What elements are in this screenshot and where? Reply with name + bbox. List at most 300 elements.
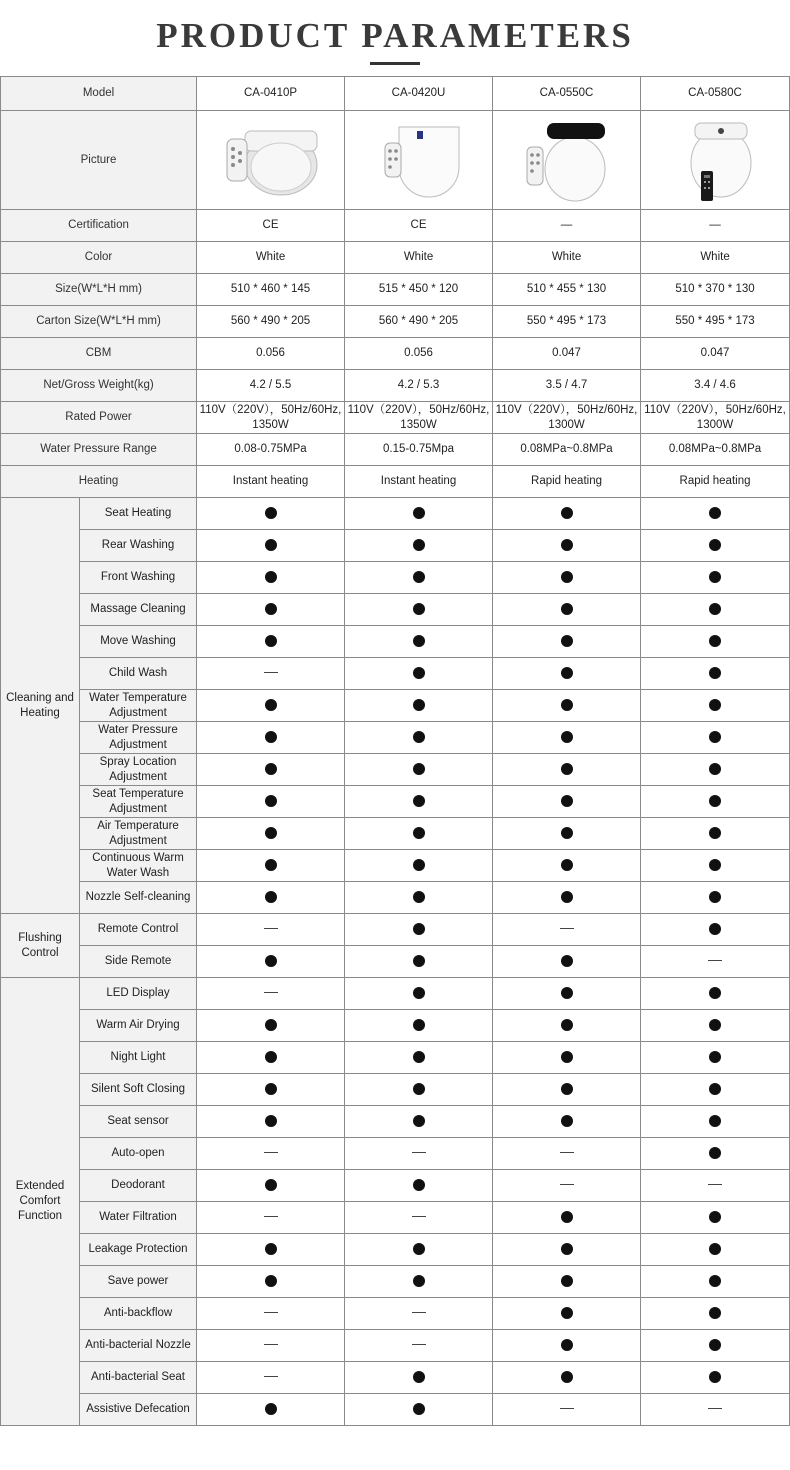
feature-row (1, 1170, 790, 1202)
supported-dot-icon (561, 795, 573, 807)
supported-dot-icon (265, 1243, 277, 1255)
toilet-seat-image (221, 117, 321, 203)
feature-label: Massage Cleaning (80, 594, 197, 626)
feature-cell (493, 1394, 641, 1426)
feature-cell (345, 498, 493, 530)
supported-dot-icon (561, 603, 573, 615)
model-name: CA-0580C (641, 77, 790, 111)
model-name: CA-0410P (197, 77, 345, 111)
toilet-seat-image (517, 117, 617, 203)
supported-dot-icon (561, 1339, 573, 1351)
feature-cell (641, 626, 790, 658)
feature-cell (197, 722, 345, 754)
picture-row (1, 111, 790, 210)
feature-label: Anti-bacterial Seat (80, 1362, 197, 1394)
supported-dot-icon (265, 507, 277, 519)
feature-cell (493, 1138, 641, 1170)
supported-dot-icon (561, 1019, 573, 1031)
product-image-cell (493, 111, 641, 210)
feature-row (1, 530, 790, 562)
supported-dot-icon (413, 1275, 425, 1287)
feature-cell (345, 530, 493, 562)
not-supported-dash-icon (264, 1376, 278, 1377)
model-row (1, 77, 790, 111)
feature-cell (493, 818, 641, 850)
spec-row (1, 306, 790, 338)
feature-label: Front Washing (80, 562, 197, 594)
supported-dot-icon (265, 763, 277, 775)
spec-value: Instant heating (197, 466, 345, 498)
supported-dot-icon (561, 1211, 573, 1223)
page-header (0, 0, 790, 76)
supported-dot-icon (413, 507, 425, 519)
feature-cell (641, 1138, 790, 1170)
feature-cell (641, 658, 790, 690)
supported-dot-icon (561, 571, 573, 583)
feature-row (1, 754, 790, 786)
feature-label: Child Wash (80, 658, 197, 690)
feature-cell (345, 946, 493, 978)
feature-cell (641, 914, 790, 946)
feature-cell (641, 882, 790, 914)
supported-dot-icon (709, 1307, 721, 1319)
supported-dot-icon (413, 955, 425, 967)
feature-row (1, 1330, 790, 1362)
spec-value: 4.2 / 5.5 (197, 370, 345, 402)
supported-dot-icon (413, 987, 425, 999)
supported-dot-icon (709, 731, 721, 743)
feature-row (1, 1010, 790, 1042)
supported-dot-icon (265, 1083, 277, 1095)
spec-value: 515 * 450 * 120 (345, 274, 493, 306)
spec-value: 110V（220V），50Hz/60Hz, 1300W (493, 402, 641, 434)
supported-dot-icon (561, 763, 573, 775)
supported-dot-icon (709, 795, 721, 807)
not-supported-dash-icon (264, 1344, 278, 1345)
supported-dot-icon (265, 699, 277, 711)
supported-dot-icon (561, 1115, 573, 1127)
feature-label: LED Display (80, 978, 197, 1010)
not-supported-dash-icon (412, 1152, 426, 1153)
picture-label: Picture (1, 111, 197, 210)
not-supported-dash-icon (412, 1312, 426, 1313)
supported-dot-icon (561, 1307, 573, 1319)
feature-cell (197, 914, 345, 946)
feature-row (1, 1202, 790, 1234)
feature-cell (641, 786, 790, 818)
feature-cell (493, 626, 641, 658)
supported-dot-icon (561, 1275, 573, 1287)
toilet-seat-image (369, 117, 469, 203)
spec-value: 0.047 (493, 338, 641, 370)
feature-row (1, 1138, 790, 1170)
feature-label: Warm Air Drying (80, 1010, 197, 1042)
supported-dot-icon (265, 635, 277, 647)
feature-group-label: Cleaning and Heating (1, 498, 80, 914)
feature-cell (493, 1074, 641, 1106)
supported-dot-icon (265, 1179, 277, 1191)
feature-cell (641, 850, 790, 882)
spec-value: 510 * 455 * 130 (493, 274, 641, 306)
supported-dot-icon (265, 603, 277, 615)
feature-cell (345, 1234, 493, 1266)
feature-cell (197, 1394, 345, 1426)
feature-cell (197, 594, 345, 626)
feature-cell (493, 786, 641, 818)
feature-cell (641, 1042, 790, 1074)
spec-row (1, 338, 790, 370)
feature-cell (493, 1298, 641, 1330)
not-supported-dash-icon (560, 928, 574, 929)
supported-dot-icon (709, 763, 721, 775)
feature-cell (493, 1170, 641, 1202)
feature-cell (345, 1362, 493, 1394)
supported-dot-icon (561, 891, 573, 903)
feature-label: Seat Temperature Adjustment (80, 786, 197, 818)
supported-dot-icon (709, 1083, 721, 1095)
feature-cell (641, 562, 790, 594)
spec-label: Heating (1, 466, 197, 498)
supported-dot-icon (413, 763, 425, 775)
feature-label: Leakage Protection (80, 1234, 197, 1266)
feature-cell (197, 1266, 345, 1298)
feature-row (1, 1234, 790, 1266)
spec-row (1, 210, 790, 242)
feature-cell (641, 530, 790, 562)
supported-dot-icon (709, 1115, 721, 1127)
feature-cell (345, 1202, 493, 1234)
supported-dot-icon (709, 635, 721, 647)
supported-dot-icon (561, 699, 573, 711)
feature-cell (493, 658, 641, 690)
supported-dot-icon (413, 699, 425, 711)
supported-dot-icon (413, 859, 425, 871)
feature-label: Anti-backflow (80, 1298, 197, 1330)
feature-cell (493, 1234, 641, 1266)
supported-dot-icon (561, 1083, 573, 1095)
feature-row (1, 850, 790, 882)
feature-row (1, 722, 790, 754)
feature-cell (197, 1202, 345, 1234)
not-supported-dash-icon (560, 1408, 574, 1409)
not-supported-dash-icon (264, 1312, 278, 1313)
feature-cell (197, 498, 345, 530)
spec-value: Rapid heating (641, 466, 790, 498)
feature-cell (641, 818, 790, 850)
spec-value: 0.08MPa~0.8MPa (641, 434, 790, 466)
spec-value: 110V（220V），50Hz/60Hz, 1350W (345, 402, 493, 434)
spec-value: 510 * 370 * 130 (641, 274, 790, 306)
feature-cell (493, 1266, 641, 1298)
not-supported-dash-icon (264, 992, 278, 993)
feature-cell (197, 1170, 345, 1202)
supported-dot-icon (413, 1083, 425, 1095)
spec-row (1, 434, 790, 466)
feature-cell (197, 1234, 345, 1266)
feature-label: Save power (80, 1266, 197, 1298)
spec-value: — (641, 210, 790, 242)
supported-dot-icon (265, 731, 277, 743)
spec-value: White (197, 242, 345, 274)
supported-dot-icon (709, 1339, 721, 1351)
feature-cell (345, 914, 493, 946)
feature-cell (641, 1330, 790, 1362)
supported-dot-icon (265, 1115, 277, 1127)
feature-row (1, 914, 790, 946)
supported-dot-icon (709, 1019, 721, 1031)
feature-cell (197, 1010, 345, 1042)
supported-dot-icon (413, 1179, 425, 1191)
spec-value: White (493, 242, 641, 274)
feature-label: Continuous Warm Water Wash (80, 850, 197, 882)
feature-cell (493, 594, 641, 626)
feature-cell (197, 946, 345, 978)
feature-cell (345, 690, 493, 722)
supported-dot-icon (265, 539, 277, 551)
feature-label: Assistive Defecation (80, 1394, 197, 1426)
supported-dot-icon (413, 795, 425, 807)
supported-dot-icon (709, 699, 721, 711)
supported-dot-icon (413, 891, 425, 903)
spec-value: 110V（220V），50Hz/60Hz, 1350W (197, 402, 345, 434)
not-supported-dash-icon (560, 1184, 574, 1185)
feature-label: Water Pressure Adjustment (80, 722, 197, 754)
feature-cell (345, 722, 493, 754)
feature-cell (197, 1074, 345, 1106)
feature-label: Anti-bacterial Nozzle (80, 1330, 197, 1362)
feature-cell (197, 850, 345, 882)
spec-value: 560 * 490 * 205 (345, 306, 493, 338)
feature-cell (345, 1010, 493, 1042)
spec-label: Carton Size(W*L*H mm) (1, 306, 197, 338)
not-supported-dash-icon (264, 928, 278, 929)
supported-dot-icon (413, 635, 425, 647)
feature-label: Rear Washing (80, 530, 197, 562)
supported-dot-icon (709, 667, 721, 679)
feature-cell (345, 1330, 493, 1362)
feature-label: Water Filtration (80, 1202, 197, 1234)
supported-dot-icon (709, 1211, 721, 1223)
spec-label: Rated Power (1, 402, 197, 434)
spec-value: 0.056 (345, 338, 493, 370)
feature-label: Silent Soft Closing (80, 1074, 197, 1106)
spec-row (1, 466, 790, 498)
supported-dot-icon (413, 1019, 425, 1031)
supported-dot-icon (265, 827, 277, 839)
feature-cell (493, 530, 641, 562)
not-supported-dash-icon (412, 1344, 426, 1345)
feature-cell (197, 530, 345, 562)
feature-cell (345, 1106, 493, 1138)
feature-cell (641, 1266, 790, 1298)
spec-label: Net/Gross Weight(kg) (1, 370, 197, 402)
feature-cell (493, 722, 641, 754)
feature-cell (641, 1074, 790, 1106)
supported-dot-icon (561, 507, 573, 519)
supported-dot-icon (561, 539, 573, 551)
supported-dot-icon (413, 603, 425, 615)
feature-cell (345, 1266, 493, 1298)
feature-cell (345, 1394, 493, 1426)
feature-cell (197, 562, 345, 594)
spec-value: 0.15-0.75Mpa (345, 434, 493, 466)
supported-dot-icon (413, 539, 425, 551)
supported-dot-icon (709, 1275, 721, 1287)
supported-dot-icon (265, 1275, 277, 1287)
spec-label: Certification (1, 210, 197, 242)
feature-cell (493, 498, 641, 530)
feature-label: Night Light (80, 1042, 197, 1074)
feature-cell (197, 818, 345, 850)
feature-row (1, 946, 790, 978)
spec-value: 0.056 (197, 338, 345, 370)
spec-value: 0.08-0.75MPa (197, 434, 345, 466)
feature-row (1, 1394, 790, 1426)
supported-dot-icon (561, 827, 573, 839)
supported-dot-icon (265, 1403, 277, 1415)
feature-row (1, 594, 790, 626)
feature-row (1, 978, 790, 1010)
spec-value: White (641, 242, 790, 274)
feature-cell (197, 1042, 345, 1074)
feature-cell (197, 658, 345, 690)
feature-cell (493, 1042, 641, 1074)
feature-row (1, 1362, 790, 1394)
feature-label: Remote Control (80, 914, 197, 946)
feature-cell (493, 882, 641, 914)
spec-row (1, 402, 790, 434)
feature-cell (493, 1330, 641, 1362)
supported-dot-icon (709, 1051, 721, 1063)
feature-cell (345, 850, 493, 882)
supported-dot-icon (709, 571, 721, 583)
feature-row (1, 786, 790, 818)
feature-label: Seat Heating (80, 498, 197, 530)
supported-dot-icon (561, 1371, 573, 1383)
feature-cell (345, 1298, 493, 1330)
feature-cell (493, 850, 641, 882)
feature-cell (641, 754, 790, 786)
feature-cell (345, 1074, 493, 1106)
product-image-cell (345, 111, 493, 210)
parameters-table (0, 76, 790, 1426)
feature-cell (345, 562, 493, 594)
supported-dot-icon (413, 1403, 425, 1415)
feature-group-label: Extended Comfort Function (1, 978, 80, 1426)
page-title: PRODUCT PARAMETERS (156, 16, 634, 55)
feature-cell (345, 594, 493, 626)
feature-cell (493, 562, 641, 594)
spec-value: 560 * 490 * 205 (197, 306, 345, 338)
feature-cell (345, 1042, 493, 1074)
feature-row (1, 1298, 790, 1330)
spec-value: White (345, 242, 493, 274)
not-supported-dash-icon (708, 960, 722, 961)
supported-dot-icon (709, 1243, 721, 1255)
feature-cell (345, 978, 493, 1010)
spec-label: Size(W*L*H mm) (1, 274, 197, 306)
feature-cell (345, 882, 493, 914)
not-supported-dash-icon (264, 1152, 278, 1153)
supported-dot-icon (561, 859, 573, 871)
not-supported-dash-icon (708, 1408, 722, 1409)
feature-row (1, 658, 790, 690)
supported-dot-icon (561, 731, 573, 743)
model-label: Model (1, 77, 197, 111)
feature-row (1, 1074, 790, 1106)
feature-row (1, 882, 790, 914)
feature-cell (493, 1202, 641, 1234)
supported-dot-icon (709, 987, 721, 999)
feature-cell (197, 786, 345, 818)
supported-dot-icon (709, 891, 721, 903)
not-supported-dash-icon (708, 1184, 722, 1185)
feature-cell (641, 1298, 790, 1330)
feature-cell (493, 1106, 641, 1138)
feature-group-label: Flushing Control (1, 914, 80, 978)
feature-cell (345, 626, 493, 658)
supported-dot-icon (265, 795, 277, 807)
supported-dot-icon (413, 1051, 425, 1063)
feature-label: Nozzle Self-cleaning (80, 882, 197, 914)
supported-dot-icon (265, 891, 277, 903)
spec-value: 4.2 / 5.3 (345, 370, 493, 402)
supported-dot-icon (709, 859, 721, 871)
supported-dot-icon (709, 539, 721, 551)
supported-dot-icon (413, 1371, 425, 1383)
spec-row (1, 370, 790, 402)
supported-dot-icon (265, 1051, 277, 1063)
feature-label: Spray Location Adjustment (80, 754, 197, 786)
feature-cell (197, 626, 345, 658)
feature-cell (345, 786, 493, 818)
model-name: CA-0420U (345, 77, 493, 111)
spec-value: 550 * 495 * 173 (493, 306, 641, 338)
spec-value: 550 * 495 * 173 (641, 306, 790, 338)
supported-dot-icon (413, 1243, 425, 1255)
supported-dot-icon (561, 987, 573, 999)
feature-cell (197, 1138, 345, 1170)
feature-row (1, 626, 790, 658)
feature-cell (493, 690, 641, 722)
feature-row (1, 690, 790, 722)
supported-dot-icon (413, 731, 425, 743)
feature-row (1, 1266, 790, 1298)
feature-cell (493, 978, 641, 1010)
supported-dot-icon (413, 923, 425, 935)
supported-dot-icon (709, 827, 721, 839)
supported-dot-icon (561, 955, 573, 967)
not-supported-dash-icon (560, 1152, 574, 1153)
product-image-cell (197, 111, 345, 210)
feature-cell (641, 498, 790, 530)
spec-value: 3.4 / 4.6 (641, 370, 790, 402)
supported-dot-icon (265, 1019, 277, 1031)
title-underline (370, 62, 420, 65)
feature-cell (493, 946, 641, 978)
model-name: CA-0550C (493, 77, 641, 111)
supported-dot-icon (709, 923, 721, 935)
feature-row (1, 498, 790, 530)
supported-dot-icon (561, 667, 573, 679)
feature-label: Water Temperature Adjustment (80, 690, 197, 722)
feature-cell (493, 1362, 641, 1394)
feature-cell (641, 594, 790, 626)
spec-value: 0.047 (641, 338, 790, 370)
spec-value: Instant heating (345, 466, 493, 498)
supported-dot-icon (413, 667, 425, 679)
spec-value: CE (197, 210, 345, 242)
